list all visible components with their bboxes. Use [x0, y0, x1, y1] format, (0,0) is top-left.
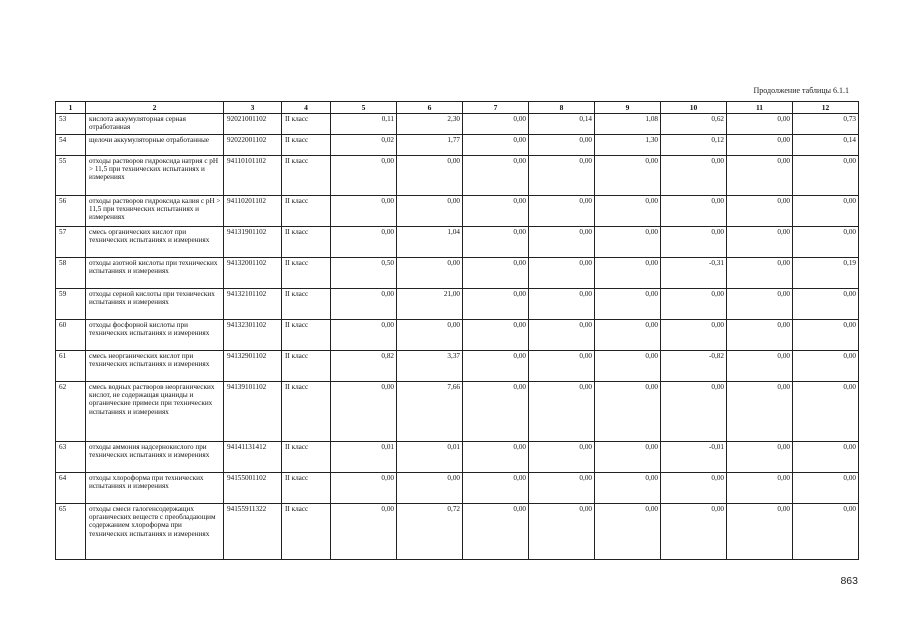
value-col-6: 3,37	[397, 351, 463, 382]
value-col-9: 0,00	[595, 473, 661, 504]
value-col-7: 0,00	[463, 227, 529, 258]
row-number: 57	[56, 227, 86, 258]
value-col-8: 0,00	[529, 382, 595, 442]
value-col-8: 0,00	[529, 442, 595, 473]
value-col-11: 0,00	[727, 382, 793, 442]
value-col-9: 0,00	[595, 382, 661, 442]
waste-name: отходы аммония надсернокислого при технических испытаниях и измерениях	[86, 442, 224, 473]
value-col-10: 0,00	[661, 320, 727, 351]
value-col-11: 0,00	[727, 320, 793, 351]
value-col-5: 0,01	[331, 442, 397, 473]
value-col-8: 0,00	[529, 196, 595, 227]
value-col-11: 0,00	[727, 289, 793, 320]
value-col-7: 0,00	[463, 135, 529, 156]
value-col-12: 0,00	[793, 156, 859, 196]
table-row	[56, 382, 859, 442]
waste-name: смесь органических кислот при технических испытаниях и измерениях	[86, 227, 224, 258]
waste-name: кислота аккумуляторная серная отработанная	[86, 114, 224, 135]
table-row	[56, 351, 859, 382]
column-header: 5	[331, 102, 397, 114]
waste-code: 94132301102	[224, 320, 282, 351]
column-header: 11	[727, 102, 793, 114]
row-number: 64	[56, 473, 86, 504]
waste-code: 94132101102	[224, 289, 282, 320]
value-col-5: 0,82	[331, 351, 397, 382]
table-row	[56, 258, 859, 289]
value-col-12: 0,00	[793, 473, 859, 504]
column-header: 12	[793, 102, 859, 114]
value-col-8: 0,00	[529, 156, 595, 196]
value-col-5: 0,00	[331, 156, 397, 196]
hazard-class: II класс	[282, 196, 331, 227]
value-col-7: 0,00	[463, 504, 529, 560]
value-col-10: 0,00	[661, 504, 727, 560]
value-col-6: 0,72	[397, 504, 463, 560]
value-col-7: 0,00	[463, 382, 529, 442]
value-col-5: 0,50	[331, 258, 397, 289]
value-col-9: 0,00	[595, 442, 661, 473]
value-col-9: 0,00	[595, 227, 661, 258]
waste-name: отходы смеси галогенсодержащих органических веществ с преобладающим содержанием хлороформа при технических испытаниях и измерениях	[86, 504, 224, 560]
value-col-11: 0,00	[727, 351, 793, 382]
waste-code: 94110101102	[224, 156, 282, 196]
row-number: 53	[56, 114, 86, 135]
value-col-10: 0,00	[661, 382, 727, 442]
value-col-10: 0,00	[661, 156, 727, 196]
hazard-class: II класс	[282, 114, 331, 135]
hazard-class: II класс	[282, 504, 331, 560]
value-col-6: 1,77	[397, 135, 463, 156]
value-col-8: 0,00	[529, 289, 595, 320]
waste-name: отходы азотной кислоты при технических испытаниях и измерениях	[86, 258, 224, 289]
value-col-11: 0,00	[727, 504, 793, 560]
value-col-5: 0,00	[331, 504, 397, 560]
value-col-10: 0,62	[661, 114, 727, 135]
value-col-12: 0,00	[793, 382, 859, 442]
waste-code: 92021001102	[224, 114, 282, 135]
table-row	[56, 196, 859, 227]
value-col-7: 0,00	[463, 473, 529, 504]
table-row	[56, 504, 859, 560]
value-col-12: 0,00	[793, 504, 859, 560]
column-header: 6	[397, 102, 463, 114]
page-number: 863	[840, 575, 858, 587]
waste-code: 92022001102	[224, 135, 282, 156]
row-number: 55	[56, 156, 86, 196]
value-col-5: 0,00	[331, 289, 397, 320]
value-col-7: 0,00	[463, 320, 529, 351]
value-col-12: 0,00	[793, 442, 859, 473]
waste-name: отходы растворов гидроксида калия с pH > 11,5 при технических испытаниях и измерениях	[86, 196, 224, 227]
value-col-10: 0,00	[661, 196, 727, 227]
value-col-7: 0,00	[463, 156, 529, 196]
hazard-class: II класс	[282, 289, 331, 320]
row-number: 60	[56, 320, 86, 351]
waste-code: 94131901102	[224, 227, 282, 258]
waste-name: щелочи аккумуляторные отработанные	[86, 135, 224, 156]
value-col-12: 0,00	[793, 196, 859, 227]
value-col-7: 0,00	[463, 114, 529, 135]
value-col-11: 0,00	[727, 135, 793, 156]
value-col-5: 0,11	[331, 114, 397, 135]
waste-name: смесь неорганических кислот при технических испытаниях и измерениях	[86, 351, 224, 382]
value-col-12: 0,14	[793, 135, 859, 156]
value-col-10: -0,82	[661, 351, 727, 382]
table-header-row	[56, 102, 859, 114]
value-col-10: 0,00	[661, 289, 727, 320]
row-number: 54	[56, 135, 86, 156]
value-col-10: -0,31	[661, 258, 727, 289]
waste-code: 94139101102	[224, 382, 282, 442]
waste-name: отходы фосфорной кислоты при технических испытаниях и измерениях	[86, 320, 224, 351]
row-number: 65	[56, 504, 86, 560]
value-col-8: 0,00	[529, 473, 595, 504]
row-number: 63	[56, 442, 86, 473]
hazard-class: II класс	[282, 351, 331, 382]
value-col-8: 0,00	[529, 351, 595, 382]
value-col-6: 0,00	[397, 196, 463, 227]
value-col-7: 0,00	[463, 289, 529, 320]
table-row	[56, 156, 859, 196]
value-col-12: 0,00	[793, 227, 859, 258]
value-col-6: 0,01	[397, 442, 463, 473]
table-row	[56, 289, 859, 320]
value-col-11: 0,00	[727, 258, 793, 289]
row-number: 59	[56, 289, 86, 320]
hazard-class: II класс	[282, 442, 331, 473]
value-col-11: 0,00	[727, 196, 793, 227]
value-col-7: 0,00	[463, 442, 529, 473]
value-col-7: 0,00	[463, 258, 529, 289]
value-col-11: 0,00	[727, 227, 793, 258]
value-col-6: 2,30	[397, 114, 463, 135]
value-col-5: 0,00	[331, 196, 397, 227]
value-col-5: 0,00	[331, 382, 397, 442]
row-number: 58	[56, 258, 86, 289]
table-row	[56, 473, 859, 504]
continuation-label: Продолжение таблицы 6.1.1	[753, 86, 849, 95]
column-header: 2	[86, 102, 224, 114]
table-row	[56, 442, 859, 473]
column-header: 7	[463, 102, 529, 114]
waste-code: 94155911322	[224, 504, 282, 560]
value-col-9: 0,00	[595, 320, 661, 351]
value-col-8: 0,00	[529, 227, 595, 258]
waste-name: отходы растворов гидроксида натрия с pH > 11,5 при технических испытаниях и измерениях	[86, 156, 224, 196]
waste-name: отходы хлороформа при технических испытаниях и измерениях	[86, 473, 224, 504]
value-col-8: 0,00	[529, 504, 595, 560]
hazard-class: II класс	[282, 258, 331, 289]
value-col-9: 1,30	[595, 135, 661, 156]
value-col-9: 0,00	[595, 196, 661, 227]
waste-code: 94155001102	[224, 473, 282, 504]
value-col-5: 0,00	[331, 320, 397, 351]
value-col-9: 0,00	[595, 504, 661, 560]
value-col-5: 0,02	[331, 135, 397, 156]
value-col-5: 0,00	[331, 227, 397, 258]
value-col-9: 0,00	[595, 258, 661, 289]
column-header: 3	[224, 102, 282, 114]
value-col-5: 0,00	[331, 473, 397, 504]
hazard-class: II класс	[282, 473, 331, 504]
value-col-12: 0,00	[793, 351, 859, 382]
value-col-10: 0,00	[661, 227, 727, 258]
waste-code: 94141131412	[224, 442, 282, 473]
value-col-11: 0,00	[727, 473, 793, 504]
table-row	[56, 114, 859, 135]
table-row	[56, 227, 859, 258]
value-col-12: 0,19	[793, 258, 859, 289]
waste-code: 94110201102	[224, 196, 282, 227]
value-col-6: 0,00	[397, 473, 463, 504]
table-row	[56, 135, 859, 156]
value-col-9: 1,08	[595, 114, 661, 135]
value-col-10: 0,00	[661, 473, 727, 504]
value-col-8: 0,14	[529, 114, 595, 135]
hazard-class: II класс	[282, 156, 331, 196]
value-col-8: 0,00	[529, 258, 595, 289]
value-col-10: 0,12	[661, 135, 727, 156]
value-col-7: 0,00	[463, 351, 529, 382]
row-number: 62	[56, 382, 86, 442]
value-col-9: 0,00	[595, 289, 661, 320]
value-col-9: 0,00	[595, 351, 661, 382]
value-col-6: 0,00	[397, 156, 463, 196]
hazard-class: II класс	[282, 382, 331, 442]
waste-name: отходы серной кислоты при технических испытаниях и измерениях	[86, 289, 224, 320]
column-header: 9	[595, 102, 661, 114]
value-col-6: 7,66	[397, 382, 463, 442]
waste-code: 94132901102	[224, 351, 282, 382]
hazard-class: II класс	[282, 320, 331, 351]
value-col-12: 0,00	[793, 320, 859, 351]
value-col-10: -0,01	[661, 442, 727, 473]
value-col-6: 0,00	[397, 320, 463, 351]
value-col-6: 21,00	[397, 289, 463, 320]
table-row	[56, 320, 859, 351]
value-col-11: 0,00	[727, 156, 793, 196]
value-col-8: 0,00	[529, 320, 595, 351]
row-number: 61	[56, 351, 86, 382]
waste-name: смесь водных растворов неорганических кислот, не содержащая цианиды и органические примеси при технических испытаниях и измерениях	[86, 382, 224, 442]
waste-table	[55, 101, 859, 560]
column-header: 4	[282, 102, 331, 114]
value-col-12: 0,73	[793, 114, 859, 135]
column-header: 8	[529, 102, 595, 114]
row-number: 56	[56, 196, 86, 227]
value-col-6: 0,00	[397, 258, 463, 289]
value-col-11: 0,00	[727, 114, 793, 135]
hazard-class: II класс	[282, 227, 331, 258]
value-col-6: 1,04	[397, 227, 463, 258]
hazard-class: II класс	[282, 135, 331, 156]
column-header: 10	[661, 102, 727, 114]
value-col-7: 0,00	[463, 196, 529, 227]
value-col-8: 0,00	[529, 135, 595, 156]
value-col-11: 0,00	[727, 442, 793, 473]
value-col-9: 0,00	[595, 156, 661, 196]
value-col-12: 0,00	[793, 289, 859, 320]
column-header: 1	[56, 102, 86, 114]
waste-code: 94132001102	[224, 258, 282, 289]
